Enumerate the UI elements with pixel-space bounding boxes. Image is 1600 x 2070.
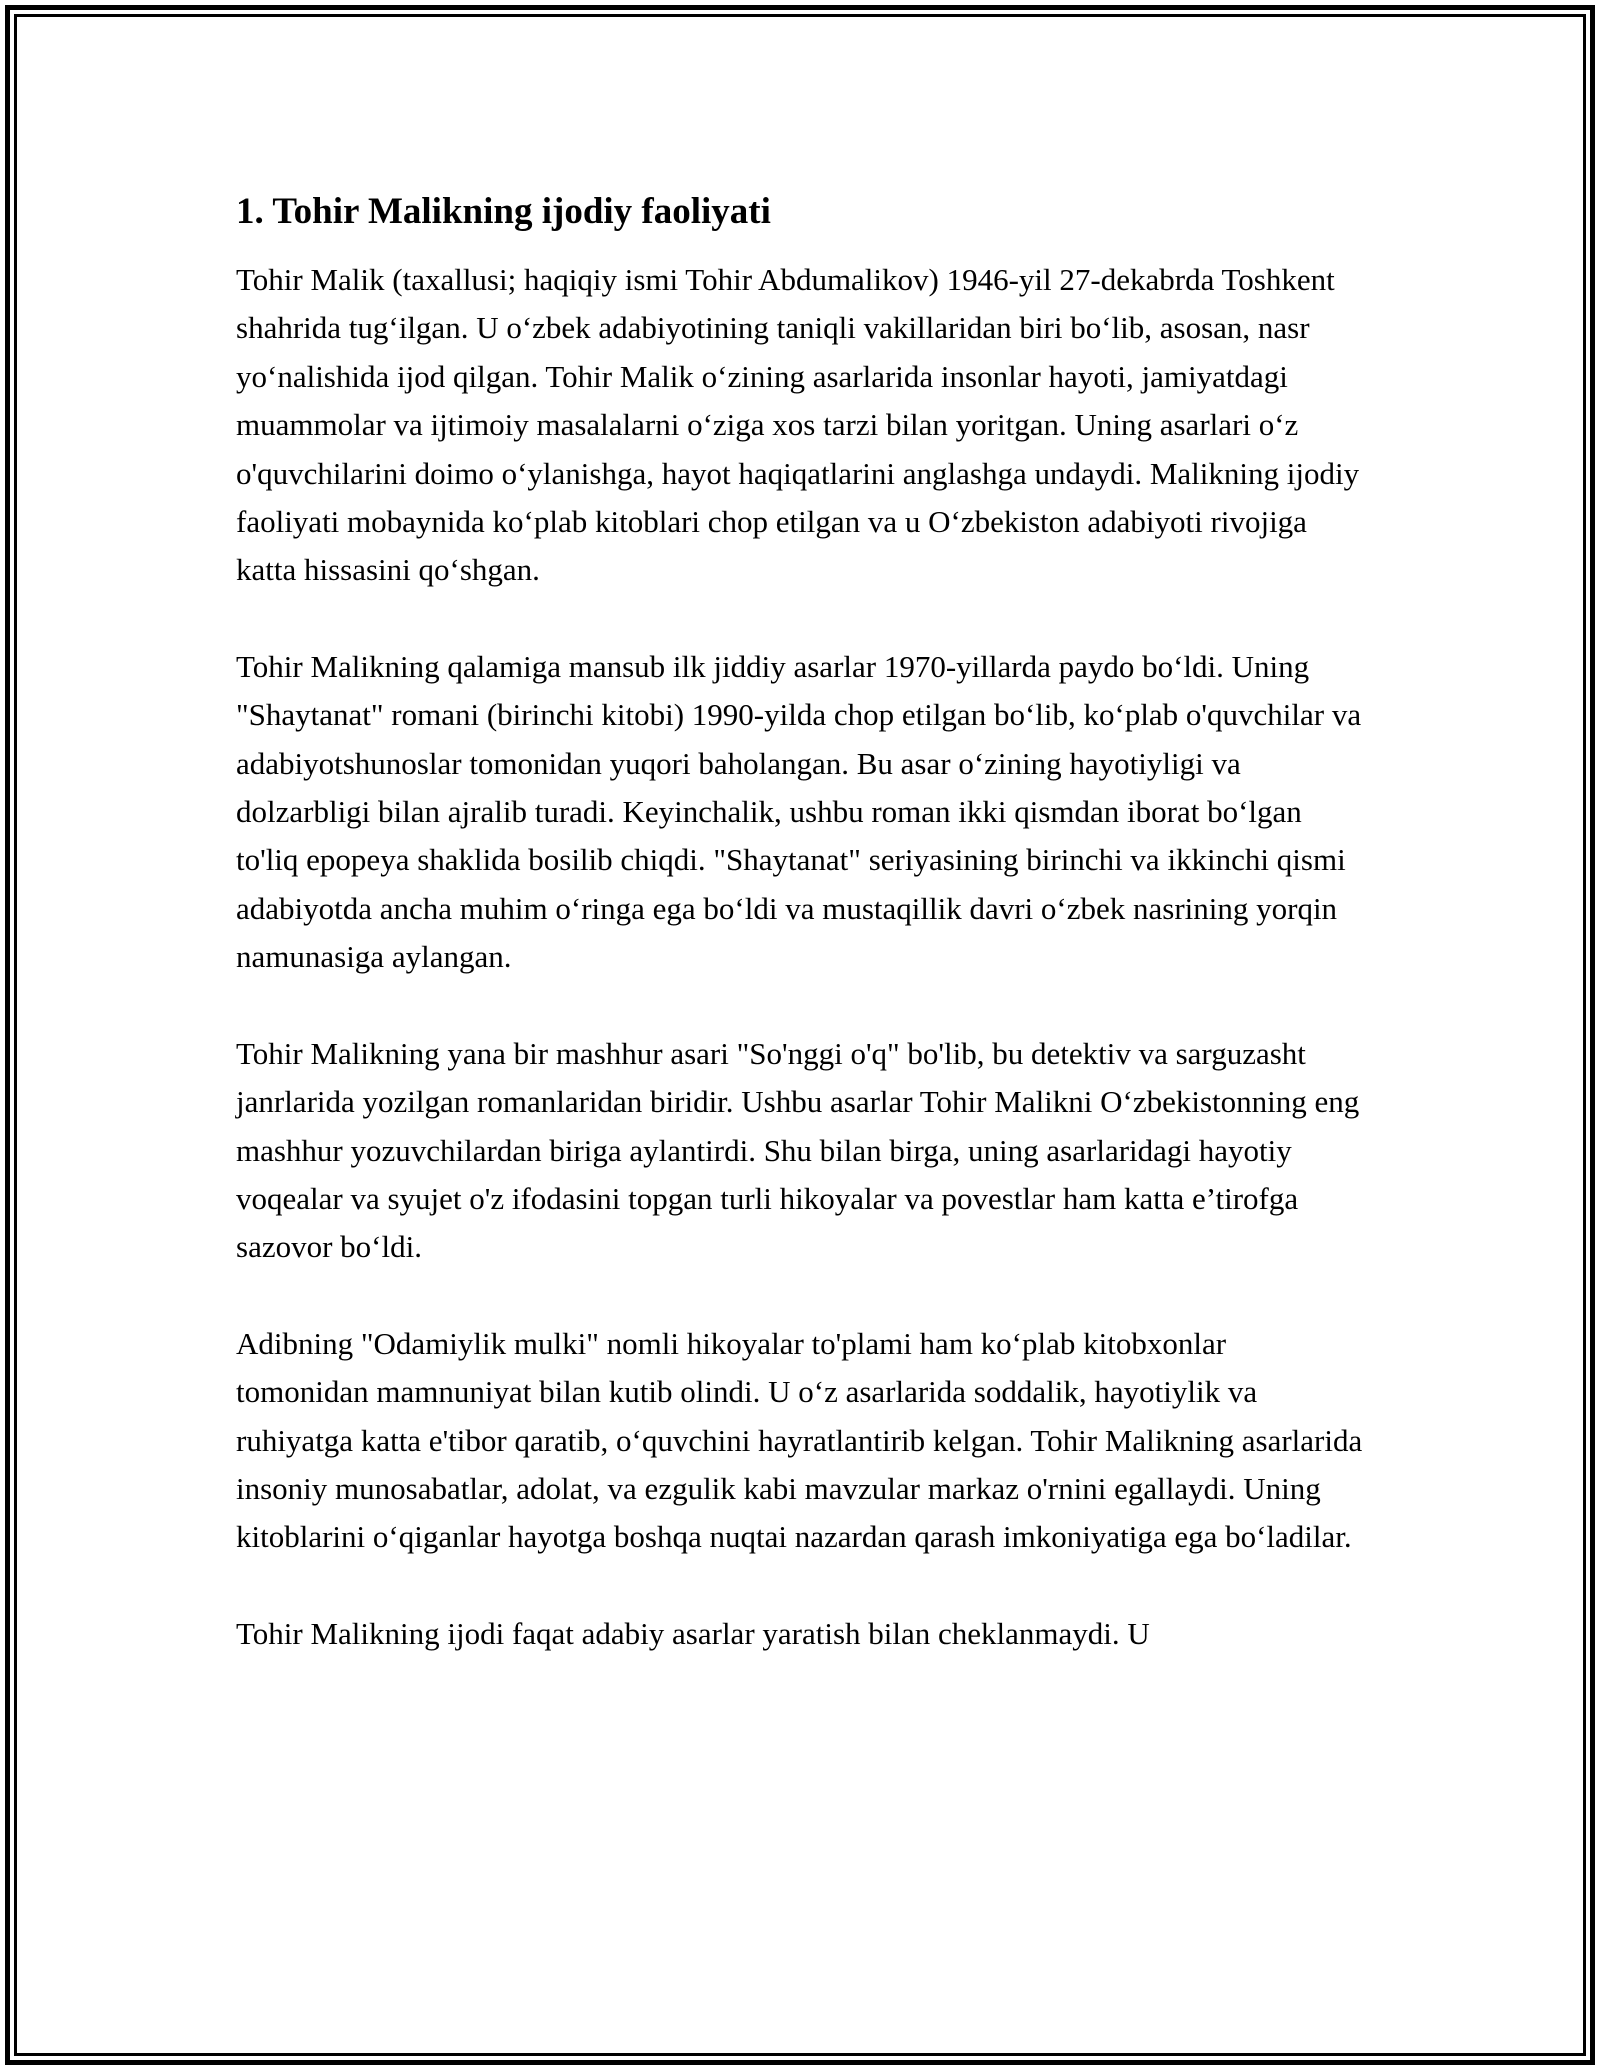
paragraph-shaytanat: Tohir Malikning qalamiga mansub ilk jiddiy asarlar 1970-yillarda paydo bo‘ldi. Uning "Shaytanat" romani (birinchi kitobi) 1990-yilda chop etilgan bo‘lib, ko‘plab o'quvchilar va adabiyotshunoslar tomonidan yuqori baholangan. Bu asar o‘zining hayotiyligi va dolzarbligi bilan ajralib turadi. Keyinchalik, ushbu roman ikki qismdan iborat bo‘lgan to'liq epopeya shaklida bosilib chiqdi. "Shaytanat" seriyasining birinchi va ikkinchi qismi adabiyotda ancha muhim o‘ringa ega bo‘ldi va mustaqillik davri o‘zbek nasrining yorqin namunasiga aylangan. (236, 648, 1362, 975)
paragraph-continuation: Tohir Malikning ijodi faqat adabiy asarlar yaratish bilan cheklanmaydi. U (236, 1615, 1150, 1651)
section-heading: 1. Tohir Malikning ijodiy faoliyati (236, 191, 771, 232)
document-body (236, 186, 1366, 1706)
paragraph-biography: Tohir Malik (taxallusi; haqiqiy ismi Tohir Abdumalikov) 1946-yil 27-dekabrda Toshkent shahrida tug‘ilgan. U o‘zbek adabiyotining taniqli vakillaridan biri bo‘lib, asosan, nasr yo‘nalishida ijod qilgan. Tohir Malik o‘zining asarlarida insonlar hayoti, jamiyatdagi muammolar va ijtimoiy masalalarni o‘ziga xos tarzi bilan yoritgan. Uning asarlari o‘z o'quvchilarini doimo o‘ylanishga, hayot haqiqatlarini anglashga undaydi. Malikning ijodiy faoliyati mobaynida ko‘plab kitoblari chop etilgan va u O‘zbekiston adabiyoti rivojiga katta hissasini qo‘shgan. (236, 262, 1360, 588)
paragraph-odamiylik-mulki: Adibning "Odamiylik mulki" nomli hikoyalar to'plami ham ko‘plab kitobxonlar tomonidan mamnuniyat bilan kutib olindi. U o‘z asarlarida soddalik, hayotiylik va ruhiyatga katta e'tibor qaratib, o‘quvchini hayratlantirib kelgan. Tohir Malikning asarlarida insoniy munosabatlar, adolat, va ezgulik kabi mavzular markaz o'rnini egallaydi. Uning kitoblarini o‘qiganlar hayotga boshqa nuqtai nazardan qarash imkoniyatiga ega bo‘ladilar. (236, 1325, 1363, 1555)
paragraph-songgi-oq: Tohir Malikning yana bir mashhur asari "So'nggi o'q" bo'lib, bu detektiv va sarguzasht janrlarida yozilgan romanlaridan biridir. Ushbu asarlar Tohir Malikni O‘zbekistonning eng mashhur yozuvchilardan biriga aylantirdi. Shu bilan birga, uning asarlaridagi hayotiy voqealar va syujet o'z ifodasini topgan turli hikoyalar va povestlar ham katta e’tirofga sazovor bo‘ldi. (236, 1035, 1360, 1265)
